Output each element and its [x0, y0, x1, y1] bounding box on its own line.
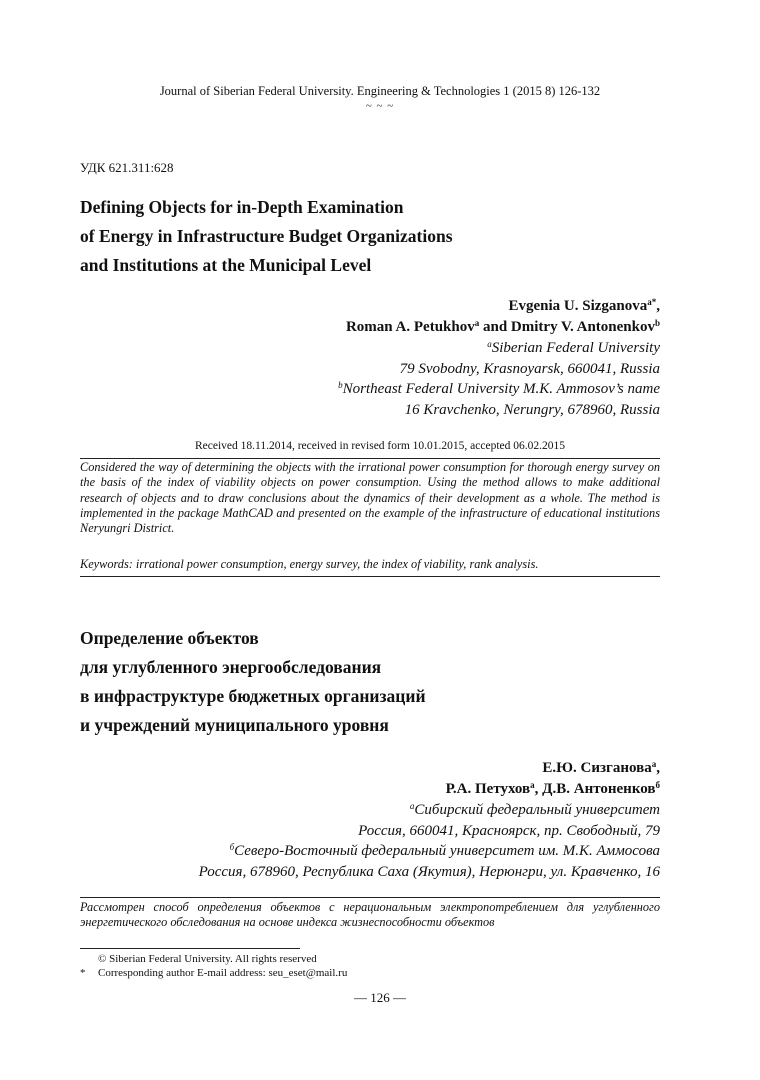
affiliation-a-address: Россия, 660041, Красноярск, пр. Свободный, 79 — [358, 822, 660, 839]
affiliations-russian — [199, 800, 660, 882]
author-sep: , — [534, 781, 543, 797]
copyright-text: © Siberian Federal University. All rights reserved — [98, 953, 317, 965]
author-name: Dmitry V. Antonenkov — [510, 319, 655, 335]
paper-title — [80, 193, 453, 280]
title-line: and Institutions at the Municipal Level — [80, 255, 372, 275]
title-line: Определение объектов — [80, 628, 259, 648]
abstract-english: Considered the way of determining the objects with the irrational power consumption for thorough energy survey on the basis of the index of viability objects on power consumption. Using the method allows to make additional research of objects and to draw conclusions about the dynamics of their development as a whole. The method is implemented in the package MathCAD and presented on the example of the infrastructure of educational institutions Neryungri District. — [80, 460, 660, 536]
affiliation-b-name — [338, 379, 660, 400]
author-tail: , — [656, 298, 660, 314]
author-line — [446, 779, 660, 800]
affiliation-a-address: 79 Svobodny, Krasnoyarsk, 660041, Russia — [399, 360, 660, 377]
author-name: Е.Ю. Сизганова — [542, 760, 652, 776]
received-dates: Received 18.11.2014, received in revised form 10.01.2015, accepted 06.02.2015 — [194, 440, 566, 452]
header-ornament: ~ ~ ~ — [365, 100, 395, 112]
title-line: для углубленного энергообследования — [80, 657, 382, 677]
author-sup: а — [530, 780, 535, 790]
page-number: — 126 — — [354, 990, 406, 1005]
abstract-bottom-rule — [80, 576, 660, 577]
affiliation-b-address: Россия, 678960, Республика Саха (Якутия), Нерюнгри, ул. Кравченко, 16 — [198, 863, 660, 880]
footnote-corresponding — [80, 966, 347, 980]
paper-title-russian — [80, 624, 426, 740]
author-name: Р.А. Петухов — [445, 781, 531, 797]
affil-name: Сибирский федеральный университет — [414, 802, 660, 818]
affiliation-a-name — [199, 800, 660, 821]
author-name: Roman A. Petukhov — [345, 319, 475, 335]
affiliation-b-name — [199, 841, 660, 862]
author-sup: a — [474, 318, 480, 328]
title-line: of Energy in Infrastructure Budget Organizations — [80, 226, 453, 246]
author-and: and — [479, 319, 511, 335]
title-line: и учреждений муниципального уровня — [80, 715, 389, 735]
keywords: Keywords: irrational power consumption, energy survey, the index of viability, rank analysis. — [80, 557, 539, 571]
footnotes — [80, 952, 347, 980]
author-list — [346, 296, 660, 338]
footnote-star: * — [80, 967, 86, 979]
abstract-russian-top-rule — [80, 897, 660, 898]
author-line — [346, 317, 660, 338]
abstract-russian: Рассмотрен способ определения объектов с нерациональным электропотреблением для углубленного энергетического обследования на основе индекса жизнеспособности объектов — [80, 900, 660, 930]
author-tail: , — [656, 760, 660, 776]
affil-sup: b — [338, 380, 343, 390]
udk-code: УДК 621.311:628 — [80, 160, 174, 175]
title-line: в инфраструктуре бюджетных организаций — [80, 686, 426, 706]
footnote-copyright — [80, 952, 347, 966]
author-line — [446, 758, 660, 779]
author-sup: б — [655, 780, 660, 790]
author-sup: a* — [647, 297, 657, 307]
affiliation-a-name — [338, 338, 660, 359]
footnote-rule — [80, 948, 300, 949]
abstract-top-rule — [80, 458, 660, 459]
affiliation-b-address: 16 Kravchenko, Nerungry, 678960, Russia — [404, 401, 660, 418]
affil-name: Северо-Восточный федеральный университет им. М.К. Аммосова — [234, 843, 660, 859]
journal-header: Journal of Siberian Federal University. Engineering & Technologies 1 (2015 8) 126-132 — [159, 84, 601, 98]
affiliations — [338, 338, 660, 420]
affil-name: Siberian Federal University — [491, 340, 660, 356]
affil-sup: a — [487, 339, 492, 349]
author-sup: а — [651, 759, 657, 769]
author-line — [346, 296, 660, 317]
affil-sup: б — [229, 842, 235, 852]
affil-name: Northeast Federal University M.K. Ammosov’s name — [342, 381, 660, 397]
author-name: Evgenia U. Sizganova — [508, 298, 648, 314]
author-sup: b — [654, 318, 660, 328]
author-list-russian — [446, 758, 660, 800]
corresponding-text: Corresponding author E-mail address: seu_eset@mail.ru — [98, 967, 348, 979]
title-line: Defining Objects for in-Depth Examination — [80, 197, 404, 217]
affil-sup: а — [409, 801, 415, 811]
author-name: Д.В. Антоненков — [542, 781, 656, 797]
